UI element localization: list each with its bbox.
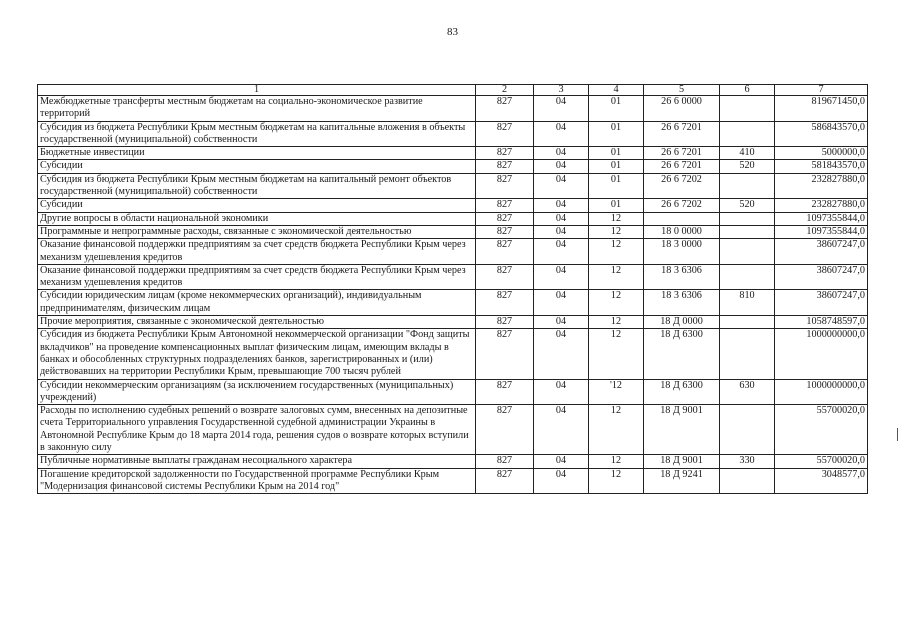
expense-name-cell: Субсидия из бюджета Республики Крым местным бюджетам на капитальные вложения в объекты государственной (муниципальной) собственности — [38, 121, 476, 147]
expense-type-cell: 520 — [720, 199, 775, 212]
amount-cell: 5000000,0 — [775, 147, 868, 160]
amount-cell: 38607247,0 — [775, 264, 868, 290]
target-article-cell: 26 6 7202 — [644, 199, 720, 212]
column-header: 2 — [476, 85, 534, 96]
ministry-code-cell: 827 — [476, 225, 534, 238]
amount-cell: 232827880,0 — [775, 173, 868, 199]
expense-name-cell: Другие вопросы в области национальной экономики — [38, 212, 476, 225]
target-article-cell: 18 3 6306 — [644, 290, 720, 316]
amount-cell: 1000000000,0 — [775, 329, 868, 379]
target-article-cell: 18 0 0000 — [644, 225, 720, 238]
table-row — [38, 329, 868, 379]
expense-name-cell: Оказание финансовой поддержки предприятиям за счет средств бюджета Республики Крым через механизм удешевления кредитов — [38, 264, 476, 290]
amount-cell: 819671450,0 — [775, 96, 868, 122]
column-header: 7 — [775, 85, 868, 96]
target-article-cell: 26 6 0000 — [644, 96, 720, 122]
table-row — [38, 290, 868, 316]
subsection-code-cell: 12 — [589, 264, 644, 290]
amount-cell: 3048577,0 — [775, 468, 868, 494]
target-article-cell: 26 6 7201 — [644, 147, 720, 160]
section-code-cell: 04 — [534, 212, 589, 225]
table-row — [38, 455, 868, 468]
ministry-code-cell: 827 — [476, 455, 534, 468]
table-row — [38, 173, 868, 199]
amount-cell: 38607247,0 — [775, 290, 868, 316]
table-row — [38, 96, 868, 122]
subsection-code-cell: 01 — [589, 121, 644, 147]
ministry-code-cell: 827 — [476, 121, 534, 147]
column-header: 3 — [534, 85, 589, 96]
subsection-code-cell: 01 — [589, 96, 644, 122]
expense-type-cell — [720, 405, 775, 455]
section-code-cell: 04 — [534, 468, 589, 494]
table-row — [38, 121, 868, 147]
section-code-cell: 04 — [534, 225, 589, 238]
expense-type-cell: 330 — [720, 455, 775, 468]
section-code-cell: 04 — [534, 199, 589, 212]
amount-cell: 232827880,0 — [775, 199, 868, 212]
table-row — [38, 379, 868, 405]
target-article-cell: 26 6 7202 — [644, 173, 720, 199]
subsection-code-cell: 01 — [589, 199, 644, 212]
amount-cell: 55700020,0 — [775, 455, 868, 468]
section-code-cell: 04 — [534, 290, 589, 316]
expense-type-cell — [720, 121, 775, 147]
table-row — [38, 316, 868, 329]
subsection-code-cell: 12 — [589, 290, 644, 316]
column-header: 1 — [38, 85, 476, 96]
section-code-cell: 04 — [534, 379, 589, 405]
section-code-cell: 04 — [534, 329, 589, 379]
expense-name-cell: Субсидии — [38, 160, 476, 173]
expense-name-cell: Бюджетные инвестиции — [38, 147, 476, 160]
amount-cell: 1097355844,0 — [775, 212, 868, 225]
page-number: 83 — [447, 26, 458, 38]
expense-name-cell: Субсидия из бюджета Республики Крым местным бюджетам на капитальный ремонт объектов государственной (муниципальной) собственности — [38, 173, 476, 199]
target-article-cell: 18 Д 9001 — [644, 455, 720, 468]
ministry-code-cell: 827 — [476, 160, 534, 173]
expense-type-cell: 630 — [720, 379, 775, 405]
amount-cell: 55700020,0 — [775, 405, 868, 455]
section-code-cell: 04 — [534, 96, 589, 122]
ministry-code-cell: 827 — [476, 147, 534, 160]
ministry-code-cell: 827 — [476, 199, 534, 212]
subsection-code-cell: 12 — [589, 239, 644, 265]
expense-type-cell — [720, 96, 775, 122]
expense-name-cell: Расходы по исполнению судебных решений о возврате залоговых сумм, внесенных на депозитные счета Территориального управления Государственной судебной администрации Украины в Автономной Республике Крым до 18 марта 2014 года, решения судов о возврате которых вступили в законную силу — [38, 405, 476, 455]
section-code-cell: 04 — [534, 264, 589, 290]
expense-name-cell: Субсидия из бюджета Республики Крым Автономной некоммерческой организации "Фонд защиты вкладчиков" на проведение компенсационных выплат физическим лицам, имеющим вклады в банках и обособленных структурных подразделениях банков, зарегистрированных и (или) действовавших на территории Республики Крым, превышающие 700 тысяч рублей — [38, 329, 476, 379]
ministry-code-cell: 827 — [476, 290, 534, 316]
table-row — [38, 239, 868, 265]
column-header: 5 — [644, 85, 720, 96]
expense-type-cell — [720, 212, 775, 225]
ministry-code-cell: 827 — [476, 212, 534, 225]
target-article-cell: 18 Д 6300 — [644, 379, 720, 405]
expense-name-cell: Субсидии — [38, 199, 476, 212]
target-article-cell: 18 3 6306 — [644, 264, 720, 290]
table-row — [38, 264, 868, 290]
expense-type-cell — [720, 316, 775, 329]
subsection-code-cell: '12 — [589, 379, 644, 405]
amount-cell: 581843570,0 — [775, 160, 868, 173]
amount-cell: 1097355844,0 — [775, 225, 868, 238]
section-code-cell: 04 — [534, 239, 589, 265]
table-row — [38, 160, 868, 173]
ministry-code-cell: 827 — [476, 173, 534, 199]
table-row — [38, 468, 868, 494]
amount-cell: 586843570,0 — [775, 121, 868, 147]
subsection-code-cell: 12 — [589, 329, 644, 379]
expense-name-cell: Погашение кредиторской задолженности по Государственной программе Республики Крым "Модернизация финансовой системы Республики Крым на 2014 год" — [38, 468, 476, 494]
subsection-code-cell: 12 — [589, 316, 644, 329]
target-article-cell: 18 Д 9001 — [644, 405, 720, 455]
expense-type-cell — [720, 239, 775, 265]
ministry-code-cell: 827 — [476, 264, 534, 290]
table-row — [38, 147, 868, 160]
table-row — [38, 405, 868, 455]
expense-type-cell — [720, 173, 775, 199]
section-code-cell: 04 — [534, 316, 589, 329]
ministry-code-cell: 827 — [476, 239, 534, 265]
section-code-cell: 04 — [534, 160, 589, 173]
target-article-cell: 18 Д 0000 — [644, 316, 720, 329]
section-code-cell: 04 — [534, 405, 589, 455]
expense-type-cell: 520 — [720, 160, 775, 173]
expense-name-cell: Субсидии некоммерческим организациям (за исключением государственных (муниципальных) учреждений) — [38, 379, 476, 405]
subsection-code-cell: 01 — [589, 173, 644, 199]
subsection-code-cell: 12 — [589, 468, 644, 494]
section-code-cell: 04 — [534, 121, 589, 147]
ministry-code-cell: 827 — [476, 316, 534, 329]
target-article-cell: 18 Д 9241 — [644, 468, 720, 494]
expense-type-cell: 410 — [720, 147, 775, 160]
ministry-code-cell: 827 — [476, 96, 534, 122]
amount-cell: 1000000000,0 — [775, 379, 868, 405]
expense-type-cell — [720, 225, 775, 238]
scan-edge-mark — [897, 428, 898, 441]
ministry-code-cell: 827 — [476, 329, 534, 379]
amount-cell: 1058748597,0 — [775, 316, 868, 329]
expense-type-cell — [720, 264, 775, 290]
header-row — [38, 85, 868, 96]
subsection-code-cell: 01 — [589, 160, 644, 173]
ministry-code-cell: 827 — [476, 405, 534, 455]
expense-name-cell: Публичные нормативные выплаты гражданам несоциального характера — [38, 455, 476, 468]
section-code-cell: 04 — [534, 173, 589, 199]
target-article-cell: 18 Д 6300 — [644, 329, 720, 379]
table-row — [38, 225, 868, 238]
target-article-cell — [644, 212, 720, 225]
ministry-code-cell: 827 — [476, 468, 534, 494]
table-row — [38, 212, 868, 225]
subsection-code-cell: 12 — [589, 405, 644, 455]
subsection-code-cell: 12 — [589, 225, 644, 238]
ministry-code-cell: 827 — [476, 379, 534, 405]
target-article-cell: 26 6 7201 — [644, 121, 720, 147]
expense-type-cell — [720, 468, 775, 494]
subsection-code-cell: 12 — [589, 455, 644, 468]
expense-type-cell — [720, 329, 775, 379]
budget-table — [37, 84, 868, 494]
expense-name-cell: Прочие мероприятия, связанные с экономической деятельностью — [38, 316, 476, 329]
column-header: 6 — [720, 85, 775, 96]
section-code-cell: 04 — [534, 147, 589, 160]
subsection-code-cell: 12 — [589, 212, 644, 225]
section-code-cell: 04 — [534, 455, 589, 468]
expense-name-cell: Программные и непрограммные расходы, связанные с экономической деятельностью — [38, 225, 476, 238]
table-row — [38, 199, 868, 212]
target-article-cell: 18 3 0000 — [644, 239, 720, 265]
expense-name-cell: Межбюджетные трансферты местным бюджетам на социально-экономическое развитие территорий — [38, 96, 476, 122]
expense-name-cell: Субсидии юридическим лицам (кроме некоммерческих организаций), индивидуальным предпринимателям, физическим лицам — [38, 290, 476, 316]
target-article-cell: 26 6 7201 — [644, 160, 720, 173]
amount-cell: 38607247,0 — [775, 239, 868, 265]
expense-name-cell: Оказание финансовой поддержки предприятиям за счет средств бюджета Республики Крым через механизм удешевления кредитов — [38, 239, 476, 265]
column-header: 4 — [589, 85, 644, 96]
subsection-code-cell: 01 — [589, 147, 644, 160]
expense-type-cell: 810 — [720, 290, 775, 316]
